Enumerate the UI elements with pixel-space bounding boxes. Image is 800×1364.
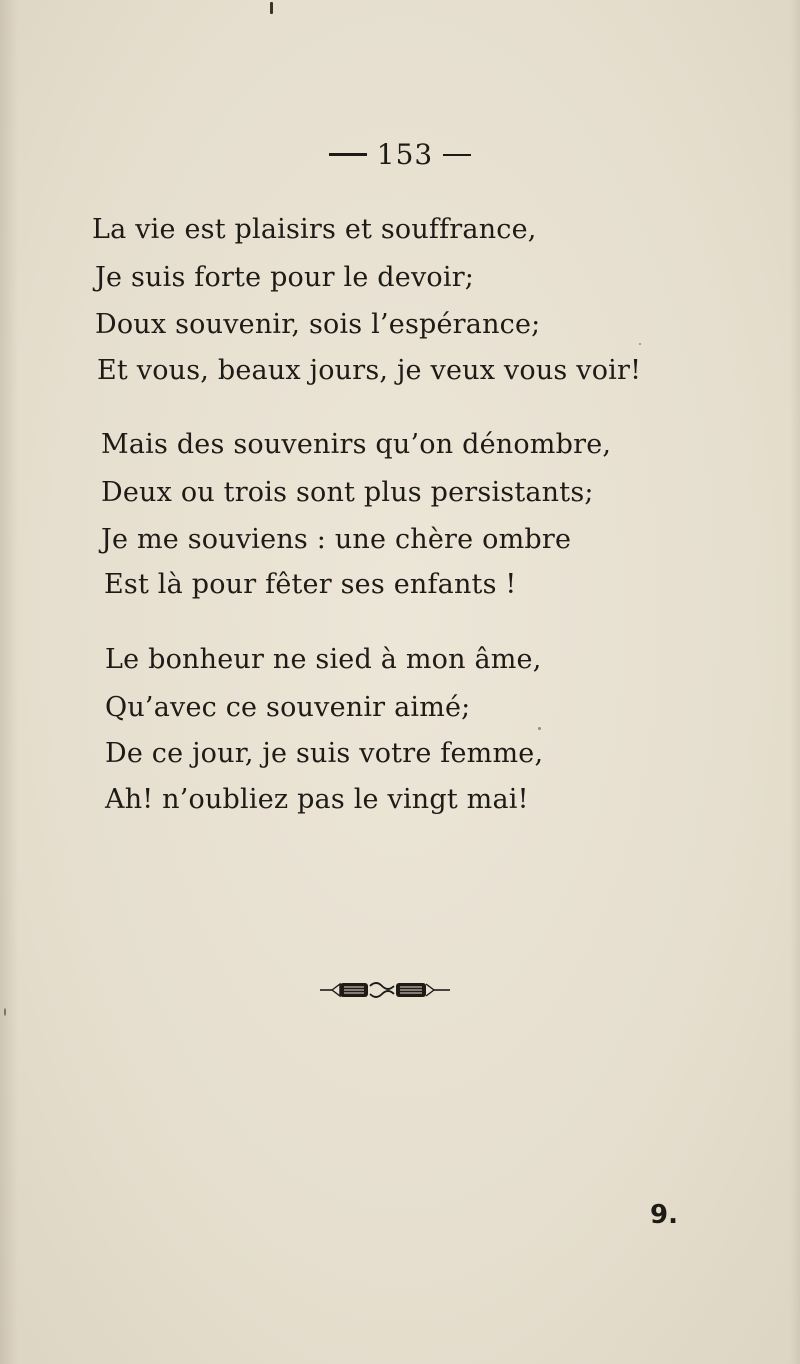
verse-line: Le bonheur ne sied à mon âme,: [105, 644, 542, 675]
verse-line: La vie est plaisirs et souffrance,: [92, 214, 537, 245]
page-edge-shadow: [790, 0, 800, 1364]
page-number: [0, 138, 800, 171]
verse-line: Est là pour fêter ses enfants !: [104, 569, 517, 600]
dash-right: [443, 154, 471, 156]
paper-speck: [639, 343, 641, 345]
verse-line: Je suis forte pour le devoir;: [95, 262, 475, 293]
verse-line: Et vous, beaux jours, je veux vous voir!: [97, 355, 642, 386]
verse-line: Deux ou trois sont plus persistants;: [101, 477, 594, 508]
paper-speck: [4, 1008, 6, 1016]
verse-line: Mais des souvenirs qu’on dénombre,: [101, 429, 612, 460]
verse-line: De ce jour, je suis votre femme,: [105, 738, 544, 769]
signature-mark: 9.: [650, 1200, 678, 1230]
page-edge-shadow: [0, 0, 18, 1364]
paper-speck: [538, 727, 541, 730]
verse-line: Je me souviens : une chère ombre: [101, 524, 572, 555]
page-number-text: 153: [376, 138, 434, 171]
dash-left: [329, 153, 367, 156]
paper-speck: [270, 2, 273, 14]
verse-line: Qu’avec ce souvenir aimé;: [105, 692, 471, 723]
verse-line: Doux souvenir, sois l’espérance;: [95, 309, 541, 340]
fleuron-ornament-icon: [318, 978, 454, 1002]
verse-line: Ah! n’oubliez pas le vingt mai!: [105, 784, 529, 815]
